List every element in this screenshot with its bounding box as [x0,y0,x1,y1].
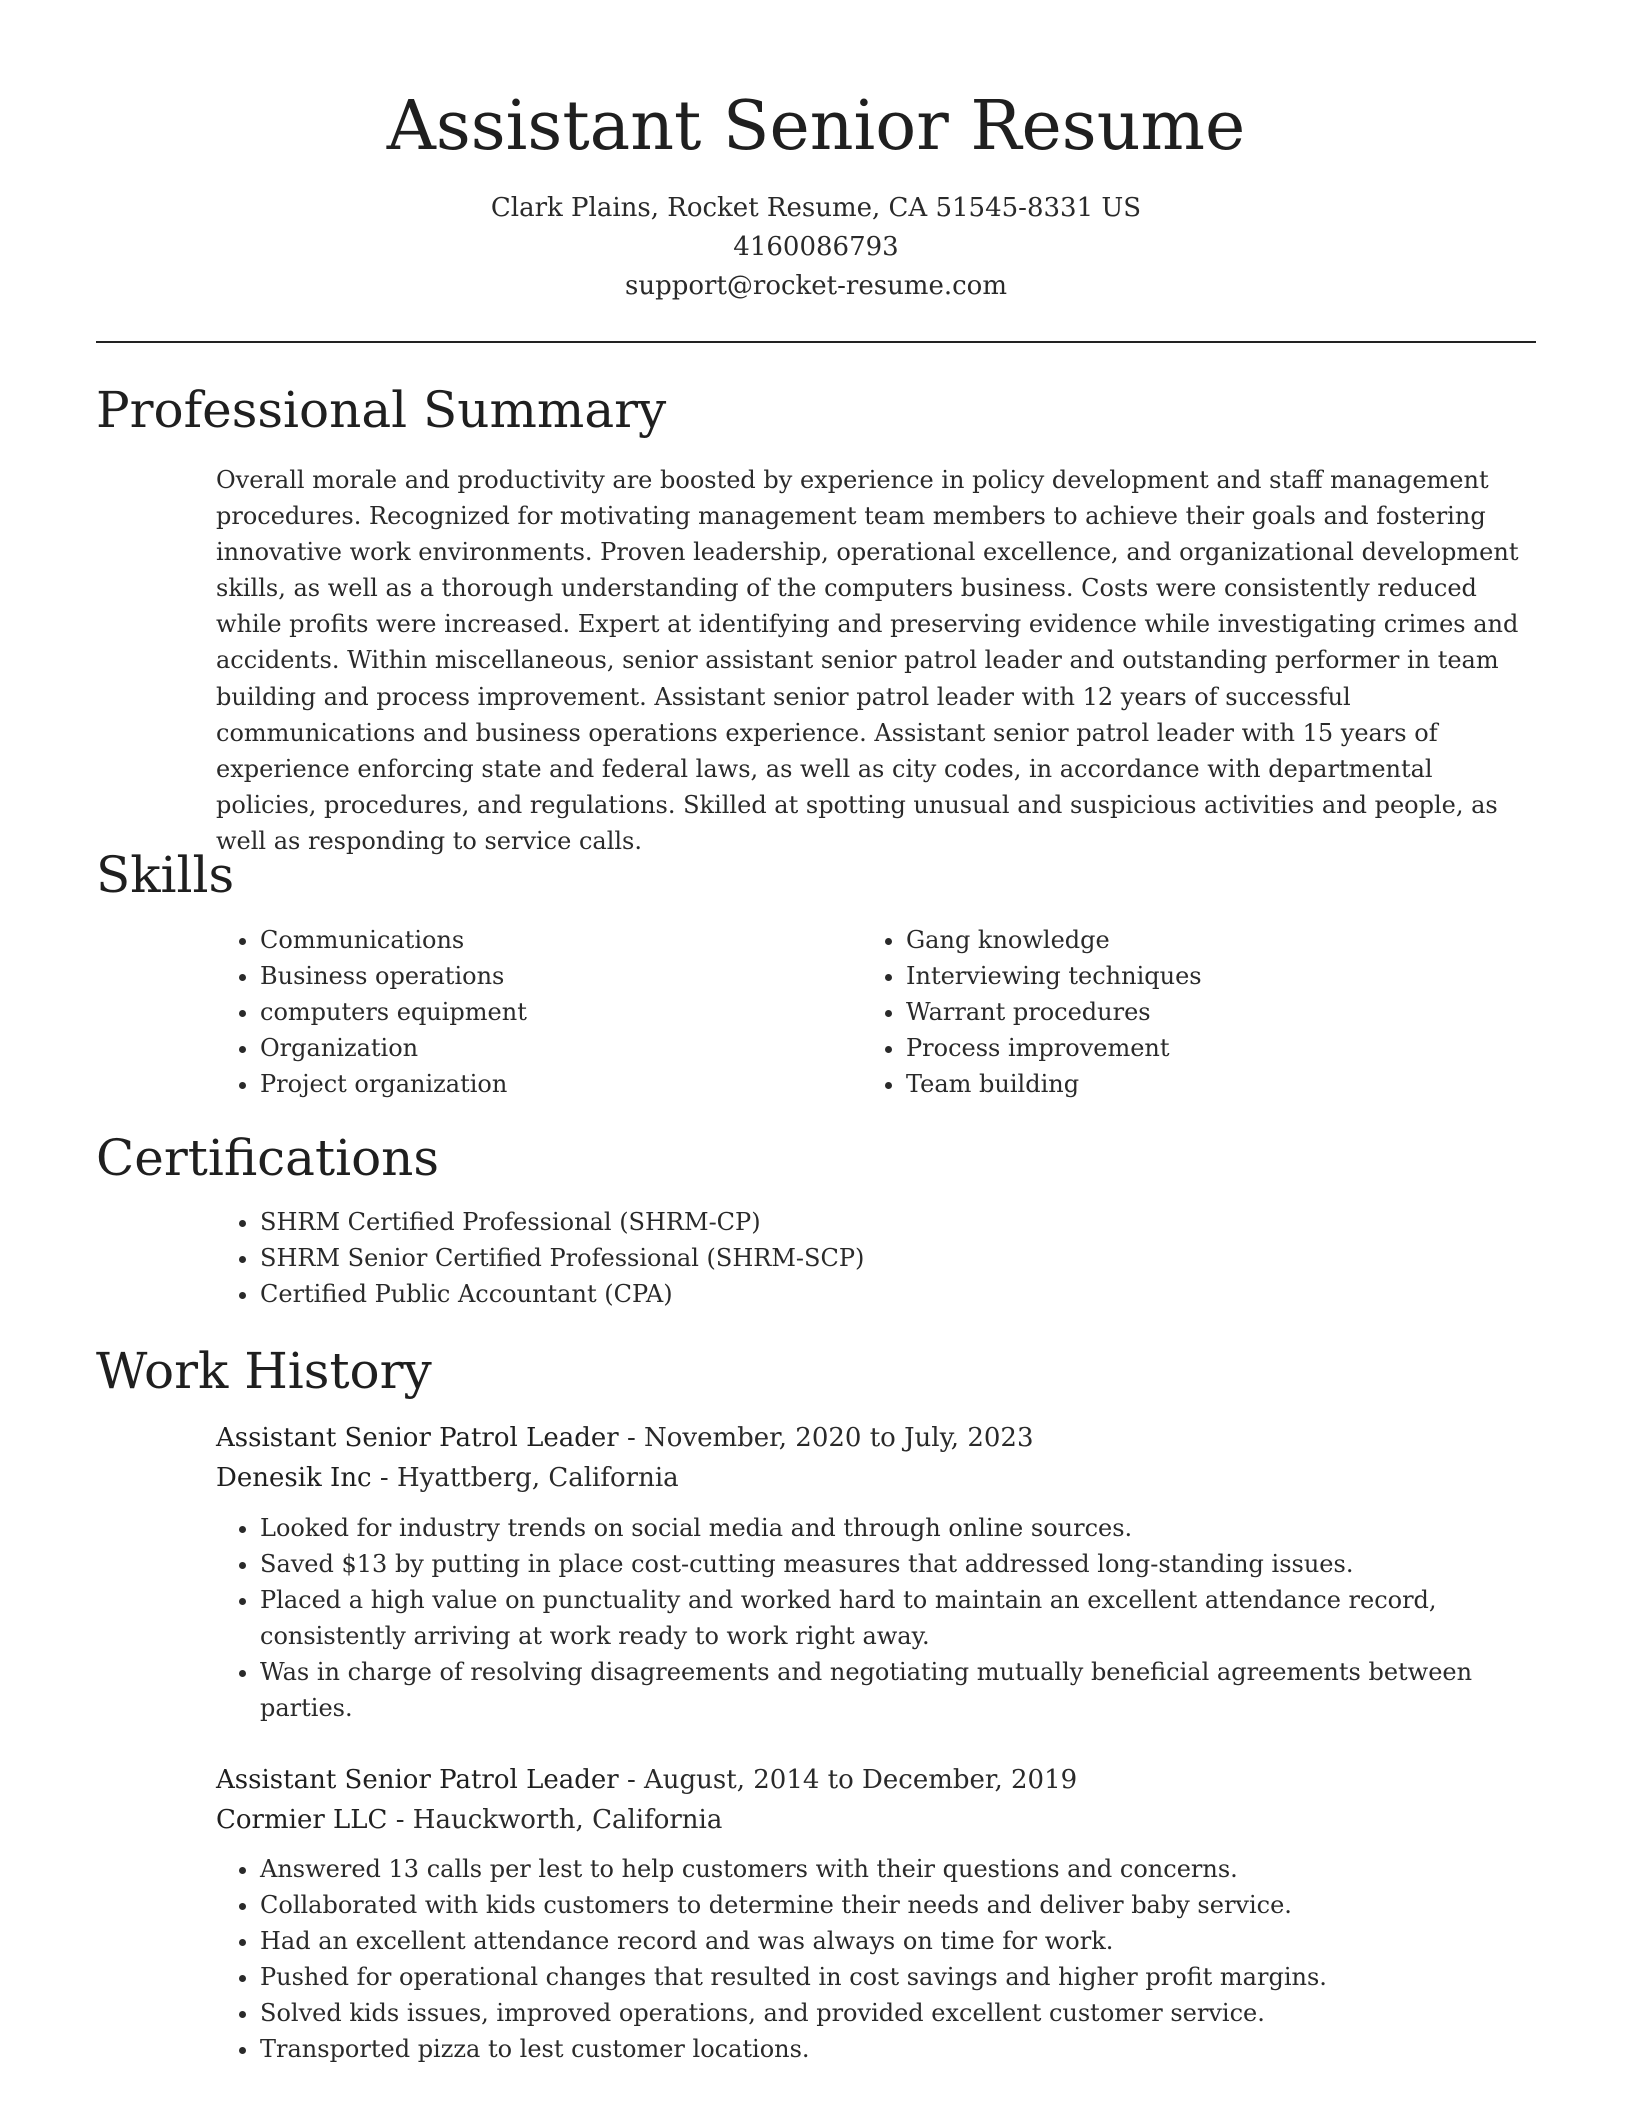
job-company: Cormier LLC [216,1805,388,1835]
job-bullet: • Placed a high value on punctuality and worked hard to maintain an excellent attendance record, consistently arriving at work ready to work right away. [260,1582,1536,1654]
job-bullets [216,1510,1536,1726]
job-separator: - [618,1765,645,1795]
job-bullet: • Was in charge of resolving disagreements and negotiating mutually beneficial agreements between parties. [260,1654,1536,1726]
skill-item: • Gang knowledge [906,922,1506,958]
skill-item: • Team building [906,1066,1506,1102]
skills-list-right [862,922,1506,1102]
section-title-skills: Skills [96,846,235,904]
skill-item: • Project organization [260,1066,860,1102]
job-company: Denesik Inc [216,1463,372,1493]
skill-item: • Interviewing techniques [906,958,1506,994]
section-title-work-history: Work History [96,1342,432,1400]
contact-info [96,189,1536,306]
job-title: Assistant Senior Patrol Leader [216,1765,619,1795]
job-separator: - [387,1805,413,1835]
job-bullet: • Answered 13 calls per lest to help customers with their questions and concerns. [260,1851,1580,1887]
job-bullet: • Looked for industry trends on social media and through online sources. [260,1510,1536,1546]
job-bullet: • Had an excellent attendance record and was always on time for work. [260,1923,1580,1959]
job-bullets [216,1851,1580,2067]
job-bullet: • Pushed for operational changes that resulted in cost savings and higher profit margins. [260,1959,1580,1995]
job-company-line [216,1458,1536,1498]
skill-item: • Process improvement [906,1030,1506,1066]
job-title: Assistant Senior Patrol Leader [216,1423,619,1453]
job-separator: - [371,1463,397,1493]
job-title-line [216,1418,1536,1458]
contact-email: support@rocket-resume.com [624,271,1007,301]
header-divider [96,341,1536,343]
job-bullet: • Saved $13 by putting in place cost-cutting measures that addressed long-standing issues. [260,1546,1536,1582]
resume-title: Assistant Senior Resume [386,87,1246,166]
job-entry-header [216,1418,1536,1498]
resume-header [96,82,1536,306]
job-entry-header [216,1760,1536,1840]
contact-phone: 4160086793 [733,232,899,262]
certification-item: • SHRM Senior Certified Professional (SHRM-SCP) [260,1240,1580,1276]
skill-item: • computers equipment [260,994,860,1030]
job-bullet: • Transported pizza to lest customer locations. [260,2031,1580,2067]
job-dates: November, 2020 to July, 2023 [644,1423,1034,1453]
skill-item: • Warrant procedures [906,994,1506,1030]
job-company-line [216,1800,1536,1840]
certification-item: • SHRM Certified Professional (SHRM-CP) [260,1204,1580,1240]
job-bullet: • Collaborated with kids customers to determine their needs and deliver baby service. [260,1887,1580,1923]
section-title-certifications: Certifications [96,1129,440,1187]
job-separator: - [618,1423,645,1453]
job-bullet: • Solved kids issues, improved operations, and provided excellent customer service. [260,1995,1580,2031]
job-dates: August, 2014 to December, 2019 [644,1765,1078,1795]
job-location: Hyattberg, California [396,1463,679,1493]
section-title-summary: Professional Summary [96,381,667,439]
skill-item: • Organization [260,1030,860,1066]
skill-item: • Business operations [260,958,860,994]
certification-item: • Certified Public Accountant (CPA) [260,1276,1580,1312]
skill-item: • Communications [260,922,860,958]
job-title-line [216,1760,1536,1800]
summary-text: Overall morale and productivity are boosted by experience in policy development and staff management procedures. Recognized for motivating management team members to achieve their goals and fostering innovative work environments. Proven leadership, operational excellence, and organizational development skills, as well as a thorough understanding of the computers business. Costs were consistently reduced while profits were increased. Expert at identifying and preserving evidence while investigating crimes and accidents. Within miscellaneous, senior assistant senior patrol leader and outstanding performer in team building and process improvement. Assistant senior patrol leader with 12 years of successful communications and business operations experience. Assistant senior patrol leader with 15 years of experience enforcing state and federal laws, as well as city codes, in accordance with departmental policies, procedures, and regulations. Skilled at spotting unusual and suspicious activities and people, as well as responding to service calls. [216,466,1519,855]
contact-address: Clark Plains, Rocket Resume, CA 51545-8331 US [490,193,1142,223]
job-location: Hauckworth, California [412,1805,723,1835]
skills-list-left [216,922,860,1102]
certifications-list [216,1204,1580,1312]
